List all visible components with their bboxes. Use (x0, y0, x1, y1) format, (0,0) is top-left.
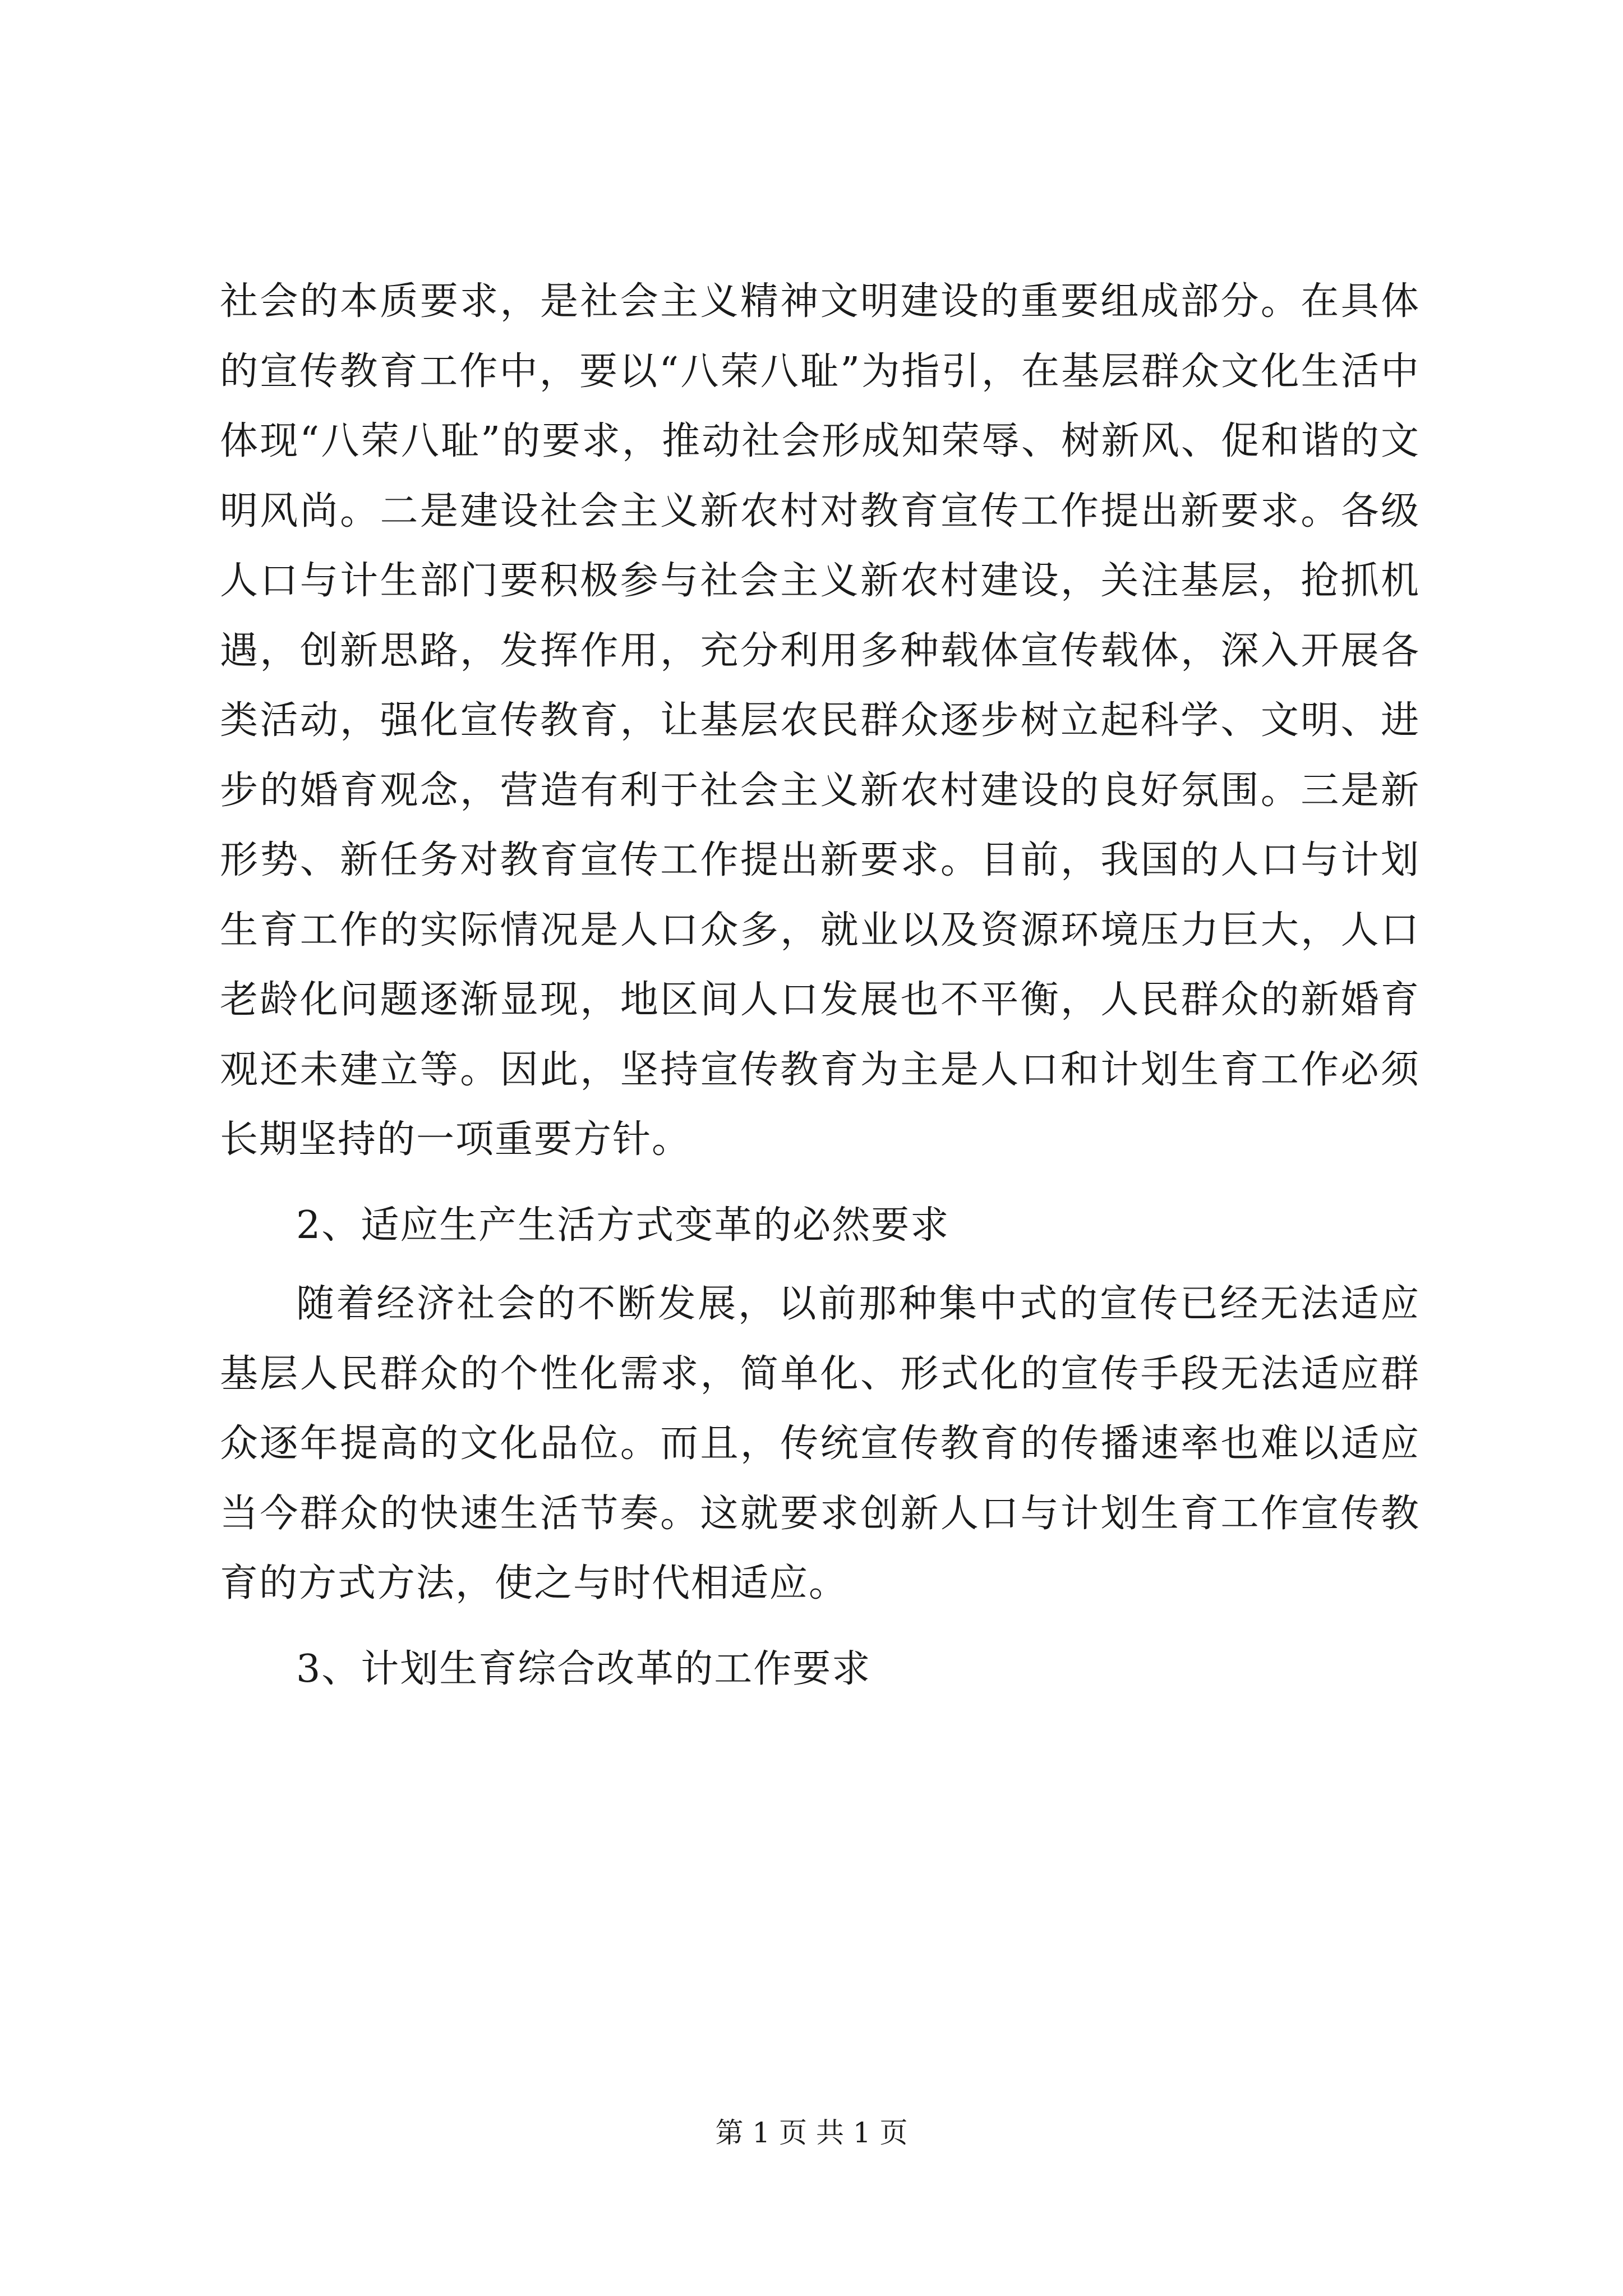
page-footer (0, 2116, 1623, 2150)
paragraph-continuation: 社会的本质要求，是社会主义精神文明建设的重要组成部分。在具体的宣传教育工作中，要以“八荣八耻”为指引，在基层群众文化生活中体现“八荣八耻”的要求，推动社会形成知荣辱、树新风、促和谐的文明风尚。二是建设社会主义新农村对教育宣传工作提出新要求。各级人口与计生部门要积极参与社会主义新农村建设，关注基层，抢抓机遇，创新思路，发挥作用，充分利用多种载体宣传载体，深入开展各类活动，强化宣传教育，让基层农民群众逐步树立起科学、文明、进步的婚育观念，营造有利于社会主义新农村建设的良好氛围。三是新形势、新任务对教育宣传工作提出新要求。目前，我国的人口与计划生育工作的实际情况是人口众多，就业以及资源环境压力巨大，人口老龄化问题逐渐显现，地区间人口发展也不平衡，人民群众的新婚育观还未建立等。因此，坚持宣传教育为主是人口和计划生育工作必须长期坚持的一项重要方针。 (220, 279, 1420, 1162)
document-body (220, 267, 1420, 1704)
section-heading-2: 2、适应生产生活方式变革的必然要求 (296, 1203, 950, 1248)
section-heading-3: 3、计划生育综合改革的工作要求 (296, 1646, 872, 1691)
paragraph-body: 随着经济社会的不断发展，以前那种集中式的宣传已经无法适应基层人民群众的个性化需求，简单化、形式化的宣传手段无法适应群众逐年提高的文化品位。而且，传统宣传教育的传播速率也难以适应当今群众的快速生活节奏。这就要求创新人口与计划生育工作宣传教育的方式方法，使之与时代相适应。 (220, 1282, 1420, 1605)
page-number-label: 第 1 页 共 1 页 (715, 2116, 908, 2149)
